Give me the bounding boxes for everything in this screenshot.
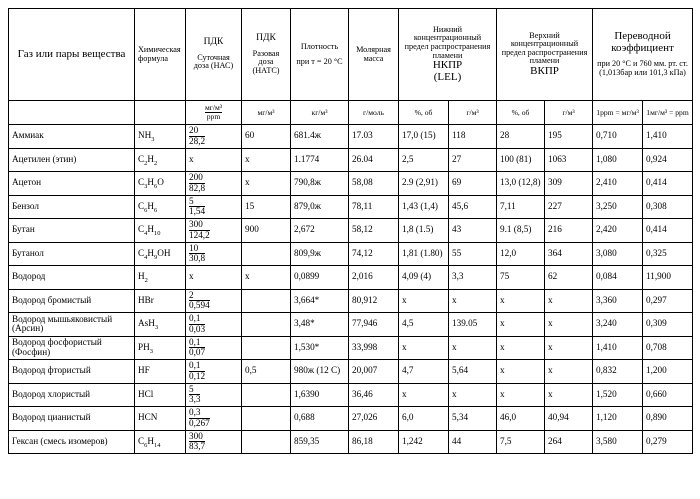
cell-molar-mass: 86,18 [349,430,399,454]
cell-uel-gram: 309 [545,172,593,196]
cell-uel-percent: 7,11 [497,195,545,219]
cell-gas: Бутан [9,219,135,243]
cell-gas: Водород хлористый [9,383,135,407]
cell-lel-percent: 1,81 (1.80) [399,242,449,266]
unit-uel-g: г/м³ [545,101,593,125]
cell-pdk-daily: $\frac{2}{0,594}$ [186,289,242,313]
cell-conv-ppm-to-mg: 3,580 [593,430,643,454]
cell-conv-mg-to-ppm: 0,309 [643,313,693,337]
cell-gas: Водород [9,266,135,290]
cell-lel-percent: x [399,336,449,360]
header-gas: Газ или пары вещества [9,9,135,101]
cell-molar-mass: 74,12 [349,242,399,266]
cell-lel-percent: 4,5 [399,313,449,337]
cell-pdk-single [242,430,291,454]
cell-pdk-single: 60 [242,125,291,149]
cell-lel-percent: 4,7 [399,360,449,384]
cell-gas: Ацетон [9,172,135,196]
cell-lel-gram: 27 [449,148,497,172]
cell-lel-percent: 1,8 (1.5) [399,219,449,243]
table-row [9,430,693,454]
cell-uel-percent: 12,0 [497,242,545,266]
cell-conv-mg-to-ppm: 0,414 [643,219,693,243]
header-density: Плотность при т = 20 °С [291,9,349,101]
cell-density: 809,9ж [291,242,349,266]
cell-pdk-daily: $\frac{5}{3,3}$ [186,383,242,407]
cell-formula: $PH_3$ [135,336,186,360]
cell-pdk-daily: $\frac{5}{1,54}$ [186,195,242,219]
cell-gas: Ацетилен (этин) [9,148,135,172]
cell-lel-gram: 45,6 [449,195,497,219]
cell-conv-mg-to-ppm: 0,708 [643,336,693,360]
cell-molar-mass: 17.03 [349,125,399,149]
cell-conv-ppm-to-mg: 2,410 [593,172,643,196]
cell-uel-gram: 227 [545,195,593,219]
cell-conv-ppm-to-mg: 0,084 [593,266,643,290]
cell-uel-percent: 28 [497,125,545,149]
cell-pdk-daily: $\frac{20}{28,2}$ [186,125,242,149]
cell-molar-mass: 20,007 [349,360,399,384]
table-row [9,360,693,384]
cell-lel-gram: 43 [449,219,497,243]
cell-gas: Аммиак [9,125,135,149]
cell-conv-mg-to-ppm: 0,890 [643,407,693,431]
cell-formula: HCl [135,383,186,407]
cell-conv-mg-to-ppm: 11,900 [643,266,693,290]
cell-lel-gram: 69 [449,172,497,196]
cell-density: 3,48* [291,313,349,337]
cell-pdk-single: 900 [242,219,291,243]
cell-pdk-daily: x [186,266,242,290]
table-row [9,407,693,431]
cell-lel-gram: x [449,383,497,407]
table-row [9,195,693,219]
cell-density: 681.4ж [291,125,349,149]
cell-lel-gram: 3,3 [449,266,497,290]
cell-conv-mg-to-ppm: 0,660 [643,383,693,407]
cell-molar-mass: 80,912 [349,289,399,313]
cell-uel-percent: 13,0 (12,8) [497,172,545,196]
table-row [9,336,693,360]
cell-density: 3,664* [291,289,349,313]
cell-conv-mg-to-ppm: 0,297 [643,289,693,313]
cell-density: 790,8ж [291,172,349,196]
cell-conv-ppm-to-mg: 1,080 [593,148,643,172]
cell-lel-gram: 5,64 [449,360,497,384]
cell-pdk-daily: $\frac{200}{82,8}$ [186,172,242,196]
unit-density: кг/м³ [291,101,349,125]
cell-pdk-daily: $\frac{300}{124,2}$ [186,219,242,243]
table-row [9,219,693,243]
unit-pdk-daily: $\frac{\text{мг/м³}}{\text{ppm}}$ [186,101,242,125]
cell-conv-mg-to-ppm: 0,308 [643,195,693,219]
cell-pdk-daily: $\frac{10}{30,8}$ [186,242,242,266]
cell-pdk-single [242,383,291,407]
header-pdk-single: ПДК Разовая доза (НАТС) [242,9,291,101]
cell-density: 0,0899 [291,266,349,290]
cell-pdk-daily: $\frac{0,1}{0,03}$ [186,313,242,337]
cell-lel-gram: 5,34 [449,407,497,431]
cell-formula: $NH_3$ [135,125,186,149]
cell-conv-ppm-to-mg: 2,420 [593,219,643,243]
cell-uel-gram: x [545,360,593,384]
cell-gas: Водород мышьяковистый (Арсин) [9,313,135,337]
cell-conv-mg-to-ppm: 0,279 [643,430,693,454]
header-molar-mass: Молярная масса [349,9,399,101]
cell-uel-percent: 46,0 [497,407,545,431]
cell-density: 0,688 [291,407,349,431]
cell-pdk-single: x [242,266,291,290]
cell-conv-mg-to-ppm: 0,924 [643,148,693,172]
cell-lel-percent: x [399,289,449,313]
cell-molar-mass: 58,08 [349,172,399,196]
cell-formula: $C_6H_6$ [135,195,186,219]
cell-lel-percent: 1,43 (1,4) [399,195,449,219]
table-header [9,9,693,125]
gas-properties-table [8,8,693,454]
cell-lel-percent: 2.9 (2,91) [399,172,449,196]
table-row [9,313,693,337]
cell-pdk-daily: $\frac{0,1}{0,12}$ [186,360,242,384]
cell-formula: HBr [135,289,186,313]
cell-molar-mass: 78,11 [349,195,399,219]
cell-conv-mg-to-ppm: 0,325 [643,242,693,266]
cell-uel-percent: 9.1 (8,5) [497,219,545,243]
gas-properties-table-wrapper [8,8,692,454]
cell-formula: AsH$_3$ [135,313,186,337]
cell-molar-mass: 77,946 [349,313,399,337]
cell-uel-percent: x [497,289,545,313]
cell-uel-gram: 364 [545,242,593,266]
cell-uel-gram: 264 [545,430,593,454]
cell-conv-mg-to-ppm: 1,410 [643,125,693,149]
cell-formula: $C_4H_{10}$ [135,219,186,243]
cell-conv-ppm-to-mg: 3,080 [593,242,643,266]
cell-formula: $C_2H_2$ [135,148,186,172]
cell-pdk-daily: $\frac{300}{83,7}$ [186,430,242,454]
cell-conv-ppm-to-mg: 1,520 [593,383,643,407]
cell-lel-gram: 44 [449,430,497,454]
cell-formula: $H_2$ [135,266,186,290]
cell-molar-mass: 33,998 [349,336,399,360]
cell-lel-gram: 55 [449,242,497,266]
cell-pdk-daily: $\frac{0,3}{0,267}$ [186,407,242,431]
table-body [9,125,693,454]
cell-uel-percent: x [497,336,545,360]
cell-density: 859,35 [291,430,349,454]
table-row [9,172,693,196]
cell-gas: Водород цианистый [9,407,135,431]
cell-gas: Бутанол [9,242,135,266]
unit-conv2: 1мг/м³ = ppm [643,101,693,125]
cell-gas: Водород фтористый [9,360,135,384]
cell-pdk-single [242,336,291,360]
cell-uel-percent: x [497,360,545,384]
cell-pdk-single [242,289,291,313]
cell-conv-ppm-to-mg: 1,120 [593,407,643,431]
cell-density: 2,672 [291,219,349,243]
cell-formula: $C_4H_9OH$ [135,242,186,266]
cell-conv-mg-to-ppm: 0,414 [643,172,693,196]
cell-conv-ppm-to-mg: 3,360 [593,289,643,313]
table-row [9,266,693,290]
cell-conv-ppm-to-mg: 3,250 [593,195,643,219]
cell-gas: Водород фосфористый (Фосфин) [9,336,135,360]
cell-lel-percent: 1,242 [399,430,449,454]
unit-molar: г/моль [349,101,399,125]
unit-uel-pct: %, об [497,101,545,125]
cell-lel-gram: x [449,336,497,360]
cell-pdk-single: 0,5 [242,360,291,384]
cell-conv-ppm-to-mg: 0,710 [593,125,643,149]
cell-uel-gram: x [545,289,593,313]
header-pdk-daily: ПДК Суточная доза (НАС) [186,9,242,101]
cell-lel-percent: 4,09 (4) [399,266,449,290]
cell-lel-gram: 139.05 [449,313,497,337]
cell-lel-gram: x [449,289,497,313]
cell-formula: $C_3H_6O$ [135,172,186,196]
unit-conv1: 1ppm = мг/м³ [593,101,643,125]
cell-molar-mass: 36,46 [349,383,399,407]
header-upper-limit: Верхний концентрационный предел распространения пламени ВКПР [497,9,593,101]
cell-molar-mass: 2,016 [349,266,399,290]
cell-lel-percent: 17,0 (15) [399,125,449,149]
header-conversion: Переводной коэффициент при 20 °С и 760 мм. рт. ст. (1,013бар или 101,3 кПа) [593,9,693,101]
cell-lel-gram: 118 [449,125,497,149]
cell-lel-percent: 6,0 [399,407,449,431]
cell-molar-mass: 26.04 [349,148,399,172]
cell-uel-percent: x [497,313,545,337]
cell-molar-mass: 58,12 [349,219,399,243]
table-row [9,383,693,407]
cell-density: 1.1774 [291,148,349,172]
cell-uel-percent: 7,5 [497,430,545,454]
cell-gas: Гексан (смесь изомеров) [9,430,135,454]
header-formula: Химическая формула [135,9,186,101]
cell-pdk-single [242,313,291,337]
unit-formula [135,101,186,125]
cell-molar-mass: 27,026 [349,407,399,431]
cell-uel-gram: 1063 [545,148,593,172]
table-row [9,125,693,149]
cell-conv-ppm-to-mg: 0,832 [593,360,643,384]
cell-density: 1,530* [291,336,349,360]
cell-density: 879,0ж [291,195,349,219]
units-row [9,101,693,125]
cell-pdk-single: x [242,148,291,172]
cell-uel-gram: 62 [545,266,593,290]
cell-formula: HCN [135,407,186,431]
cell-uel-gram: 40,94 [545,407,593,431]
table-row [9,148,693,172]
cell-pdk-single: x [242,172,291,196]
cell-uel-gram: x [545,336,593,360]
cell-formula: $C_6H_{14}$ [135,430,186,454]
cell-pdk-single [242,407,291,431]
unit-lel-g: г/м³ [449,101,497,125]
table-row [9,242,693,266]
table-row [9,289,693,313]
cell-uel-gram: x [545,313,593,337]
cell-conv-ppm-to-mg: 1,410 [593,336,643,360]
cell-gas: Бензол [9,195,135,219]
cell-pdk-daily: $\frac{0,1}{0,07}$ [186,336,242,360]
unit-pdk-single: мг/м³ [242,101,291,125]
cell-conv-mg-to-ppm: 1,200 [643,360,693,384]
cell-pdk-daily: x [186,148,242,172]
cell-uel-percent: x [497,383,545,407]
cell-conv-ppm-to-mg: 3,240 [593,313,643,337]
cell-pdk-single [242,242,291,266]
cell-gas: Водород бромистый [9,289,135,313]
cell-density: 1,6390 [291,383,349,407]
cell-lel-percent: x [399,383,449,407]
cell-uel-gram: 195 [545,125,593,149]
cell-lel-percent: 2,5 [399,148,449,172]
header-lower-limit: Нижний концентрационный предел распространения пламени НКПР (LEL) [399,9,497,101]
cell-formula: HF [135,360,186,384]
cell-uel-percent: 75 [497,266,545,290]
unit-gas [9,101,135,125]
cell-uel-gram: x [545,383,593,407]
cell-uel-percent: 100 (81) [497,148,545,172]
cell-uel-gram: 216 [545,219,593,243]
unit-lel-pct: %, об [399,101,449,125]
cell-density: 980ж (12 С) [291,360,349,384]
cell-pdk-single: 15 [242,195,291,219]
